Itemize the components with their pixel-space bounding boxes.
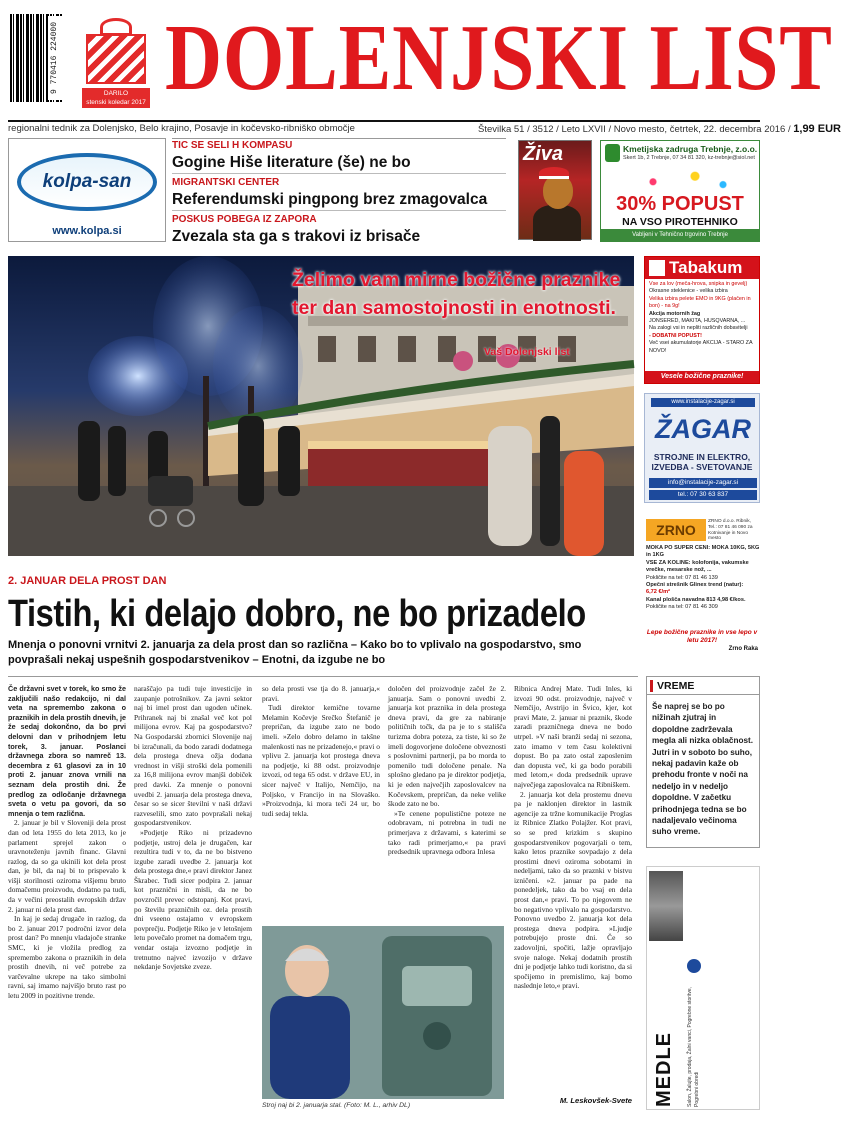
article-paragraph: In kaj je sedaj drugače in razlog, da bo 2. januar 2017 področni izvor dela prost dan? Po mnenju vladajoče stranke SMC, ki je vložila predlog za spremembo zakona o praznikih in dela prostih dnevih, ni več potrebe za varčevalne ukrepe na tako simbolni ravni, saj imamo najvišjo bruto rast po letu 2009 in pozitivne trende. [8,914,126,1000]
zrno-line: VSE ZA KOLINE: kolofonija, vakumske vrečke, mesarske nož, ... [646,559,749,574]
article-paragraph: so dela prosti vse tja do 8. januarja,« pravi. [262,684,380,703]
article-column-4 [388,684,506,922]
teaser-item[interactable] [172,139,506,174]
zrno-line: Pokličite na tel: 07 81 46 139 [646,574,718,581]
fireworks-icon [611,165,751,193]
barcode-number: 9 770416 224000 [48,16,62,100]
tabakum-line: Velika izbira pelete EMO in 9KG (plačen in bon) - na 9g! [649,295,751,310]
article-column-2 [134,684,252,1109]
kz-discount-text: NA VSO PIROTEHNIKO [622,216,738,228]
kz-name: Kmetijska zadruga Trebnje, z.o.o. [623,144,758,154]
tabakum-line: Več vsei akumulatorje AKCIJA - STARO ZA NOVO! [649,340,753,354]
zrno-address: ZRNO d.o.o. Ribnik, Tel.: 07 81 46 090 za Kotnivanje in Novo mesto [708,519,753,542]
medle-services: Salon, Žalujte, prodaja, Žalni vanci, Pogrebne storitve, Pogrebni obredi [687,986,700,1107]
article-paragraph: »Podjetje Riko ni prizadevno podjetje, ustroj dela je drugačen, kar rezultira tudi v to, da ne bo bistveno izgube zaradi uvedbe 2. januarja kot dela prostega dne,« pravi direktor Janez Škrabec. Tudi sicer podpira 2. januar kot praznični in misli, da ne bo povzročil prevec odstopanj. Kot pravi, po številu prazničnih oz. dela prostih dni vseeno ostajamo v evropskem povprečju. Podjetje Riko je v letošnjem letu povečalo promet na domačem trgu, vendar ostaja izvozno podjetje in tretnutno najveć izvozijo v države nekdanje Sovjetske zveze. [134,827,252,972]
deck-rule [8,676,638,677]
teaser-item[interactable] [172,213,506,248]
santa-hat-icon [539,167,569,179]
tabakum-line: - DOBATNI POPUST! [649,332,702,339]
photo-caption: Stroj naj bi 2. januarja stal. (Foto: M. L., arhiv DL) [262,1102,411,1109]
kz-logo-icon [605,144,620,162]
teaser-kicker: POSKUS POBEGA IZ ZAPORA [172,214,317,225]
zrno-line: 6,72 €/m² [646,589,670,596]
zrno-line: Kanal plošča navadna 813 4,98 €/kos. [646,596,746,603]
medle-photo [649,871,683,941]
ad-tabakum[interactable] [644,256,760,384]
gift-box-icon [86,34,146,84]
article-paragraph: 2. januar je bil v Sloveniji dela prost dan od leta 1955 do leta 2013, ko je parlament sprejel zakon o uravnoteženju javnih financ. Glavni razlog, da so ga ukinili kot dela prost dan, je bil, da naj bi to prispevalo k višji storilnosti oziroma višjemu bruto domačemu proizvodu, dodatno pa tudi, da v večini preostalih evropskih držav 2. januar ni dela prost dan. [8,818,126,914]
weather-box [646,676,760,848]
kolpa-url[interactable]: www.kolpa.si [52,225,122,237]
article-lead: Če državni svet v torek, ko smo že zaključili našo redakcijo, ni dal veta na spremembo zakona o praznikih in dela prostih dnevih, je že sedaj dokončno, da bo prvi delovni dan v prihodnjem letu torek, 3. januar. Poslanci državnega zbora so namreč 13. decembra z 61 glasovi za in 10 proti 2. januar znova vrnili na seznam dela prostih dni. Že predlog za odločanje državnega sveta o vetu pa govori, da so mnenja o tem različna. [8,684,126,818]
article-column-5 [514,684,632,1094]
kolpa-brand: kolpa-san [42,171,132,192]
ad-kmetijska-zadruga[interactable] [600,140,760,242]
weather-title: VREME [647,677,759,695]
tabakum-line: Akcija motornih žag [649,310,701,317]
zagar-services: STROJNE IN ELEKTRO, IZVEDBA - SVETOVANJE [651,452,753,472]
zagar-phone[interactable]: tel.: 07 30 63 837 [649,490,757,500]
zrno-footer [646,629,758,653]
tabakum-line: Na zalogi vsi in nepliti različnih dobavitelji [649,325,748,332]
article-paragraph: »Te cenene populistične poteze ne odobravam, ni potrebna in tudi ne primerjava z državami, s katerimi se tako radi primerjamo,« pa pravi predsednik upravnega odbora Inlesa [388,808,506,857]
article-paragraph: Ribnica Andrej Mate. Tudi Inles, ki izvozi 90 odst. proizvodnje, največ v Nemčijo, Avstrijo in Švico, kjer, kot pravi Mate, 2. januar ni praznik, škode zaradi prazničnega dneva ne bodo utrpel. »V naši branži sedaj ni sezona, zato imamo v tem času kolektivni dopust. Bo pa zato ostal zaposlenim dan dopusta več, ki ga bodo porabili med letom,« doda predsednik uprave največjega zaposlovalca na Ribniškem. [514,684,632,789]
article-paragraph: Tudi direktor kemične tovarne Melamin Kočevje Srečko Štefanič je prepričan, da izgube zato ne bodo imeli. »Zelo dobro delamo in takšne malenkosti nas ne prizadenejo,« pravi o vplivu 2. januarja kot prostega dneva na podjetje, ki 88 odst. proizvodnje izvozi, od tega 65 odst. v države EU, in sicer največ v Italijo, Nemčijo, na Poljsko, v Francijo in na Slovaško. »Proizvodnja, ki mora teči 24 ur, bo tudi sedaj tekla. [262,703,380,818]
zagar-email[interactable]: info@instalacije-zagar.si [649,478,757,488]
zrno-offers [646,545,760,612]
article-paragraph: naraščajo pa tudi tuje investicije in zaupanje potrošnikov. Za javni sektor naj bi imel prost dan ugoden učinek. Prihranek naj bi znašal več kot pol milijona evrov. Kaj pa gospodarstvo? Na Gospodarski zbornici Slovenije naj bi izračunali, da bodo zaradi dodatnega dela prostega dneva ožja dodana vrednost in višji stroški dela pomenili za 16,8 milijona evrov manjši dobiček pred davki. Za mnenje o ponovni uvedbi 2. januarja dela prostega dneva, česar so se sicer številni v naši državi razveselili, smo zato povprašali nekaj gospodarstvenikov. [134,684,252,828]
tagline: regionalni tednik za Dolenjsko, Belo krajino, Posavje in kočevsko-ribniško območje [8,123,355,134]
article-paragraph: določen del proizvodnje začel že 2. januarja. Sam o ponovni uvedbi 2. januarja kot praznika in dela prostega dneva pravi, da gre za nabiranje političnih točk, da pa je to s stališča turizma dobra poteza, za tiste, ki so že imeli dogovorjene določene obveznosti s poslovnimi partnerji, pa bo morda to pomenilo tudi določene penale. Na splošno gledano pa je direktor podjetja, ki je eden največjih zaposlovalcev na Kočevskem, prepričan, da neke velike škode zato ne bo. [388,684,506,809]
price: 1,99 EUR [793,123,841,135]
ad-kolpa[interactable] [8,138,166,242]
teaser-headline[interactable]: Gogine Hiše literature (še) ne bo [172,152,506,174]
teaser-headline[interactable]: Zvezala sta ga s trakovi iz brisače [172,228,421,245]
issue-info-text: Številka 51 / 3512 / Leto LXVII / Novo mesto, četrtek, 22. decembra 2016 / [478,124,791,135]
teaser-item[interactable] [172,176,506,211]
zrno-sign: Zrno Raka [728,646,758,652]
article-column-1 [8,684,126,1109]
teaser-kicker: TIC SE SELI H KOMPASU [172,140,293,151]
teaser-kicker: MIGRANTSKI CENTER [172,177,280,188]
masthead-title: DOLENJSKI LIST [165,6,833,110]
holiday-wish: Želimo vam mirne božične praznike ter dan samostojnosti in enotnosti. [292,269,621,319]
medle-brand: MEDLE [653,1032,675,1107]
dog-image [533,205,581,241]
article-paragraph: 2. januarja kot dela prostemu dnevu pa je naklonjen direktor in lastnik agencije za tržne komunikacije Proglas iz Ribnice Zlatko Polajžer. Kot pravi, so se pred krizkim s skupino gospodarstvenikov pogovarjali o tem, kako letos praznike sovpadajo z dela prostimi dnevi oziroma sobotami in nedeljami, tako da so praznki v bistvu izničeni. »2. januar pa pade na ponedeljek, tako da bo vsaj en dela prost dan,« pravi. To po njegovem ne bo negativno vplivalo na gospodarstvo. Ponovno uvedbo 2. januarja kot dela prostega dneva podpira. »Ljudje potrebujejo proste dni. Če so zadovoljni, spočiti, lažje opravljajo svoje naloge. Nekaj dodatnih prostih dni je podjetje lahko tudi koristno, da si spočijemo in premislimo, kaj bomo naslednje leto,« pravi. [514,789,632,991]
ziva-logo: Živa [523,143,564,165]
gift-badge[interactable] [82,12,150,108]
tabakum-line: Vse za lov (meča-hrova, snipka in gevelj) [649,281,748,287]
teaser-list [172,138,506,245]
tabakum-offers [645,279,759,357]
kz-address: Skert 1b, 2 Trebnje, 07 34 81 320, kz-trebnje@siol.net [623,155,755,161]
tabakum-line: JONSERED, MAKITA, HUSQVARNA, ... [649,318,746,325]
kolpa-logo [17,153,157,211]
kz-discount: 30% POPUST [616,193,744,215]
zrno-greeting: Lepe božične praznike in vse lepo v letu 2017! [646,629,758,644]
article-column-3 [262,684,380,922]
zrno-line: Pokličite na tel: 07 81 46 309 [646,604,718,611]
article-kicker: 2. JANUAR DELA PROST DAN [8,575,167,587]
zrno-line: MOKA PO SUPER CENI: MOKA 10KG, 5KG in 1KG [646,545,760,559]
zrno-line: Opečni strešnik Glinex trend (natur): [646,582,744,589]
zrno-logo: ZRNO [646,519,706,541]
article-deck: Mnenja o ponovni vrnitvi 2. januarja za dela prost dan so različna – Kako bo to vplivalo na gospodarstvo, smo povprašali nekaj uspešnih gospodarstvenikov – Enotni, da izgube ne bo [8,639,582,666]
issue-info [478,122,841,136]
tabakum-name: Tabakum [669,258,743,277]
ad-zrno[interactable] [644,515,760,653]
medle-logo-icon [687,959,701,973]
tabakum-header [645,257,759,279]
article-headline[interactable]: Tistih, ki delajo dobro, ne bo prizadelo [8,593,586,635]
tabakum-logo-icon [649,260,665,276]
gift-label: DARILO stenski koledar 2017 [82,88,150,108]
dog-head-image [543,175,573,209]
factory-worker-photo [262,926,504,1099]
article-author: M. Leskovšek-Svete [559,1096,632,1105]
zagar-logo: ŽAGAR [655,414,751,444]
ad-medle[interactable] [646,866,760,1110]
ad-zagar[interactable] [644,393,760,503]
tabakum-footer: Vesele božične praznike! [645,371,759,383]
weather-text: Še naprej se bo po nižinah zjutraj in dopoldne zadrževala megla ali nizka oblačnost. Jutri in v soboto bo suho, nekaj padavin kaže ob prehodu fronte v noči na nedeljo in v nedeljo dopoldne. V začetku prihodnjega tedna se bo nadaljevalo večinoma suho vreme. [652,702,754,837]
teaser-headline[interactable]: Referendumski pingpong brez zmagovalca [172,189,506,211]
tabakum-line: Okrasne steklenice - velika izbira [649,288,728,295]
ad-ziva[interactable] [518,140,592,240]
holiday-market-photo [8,256,634,556]
holiday-wish-signature: Vaš Dolenjski list [484,346,570,358]
zagar-url[interactable]: www.instalacije-zagar.si [651,398,755,407]
factory-scene [262,926,504,1099]
kz-footer: Vabljeni v Tehnično trgovino Trebnje [601,229,759,241]
